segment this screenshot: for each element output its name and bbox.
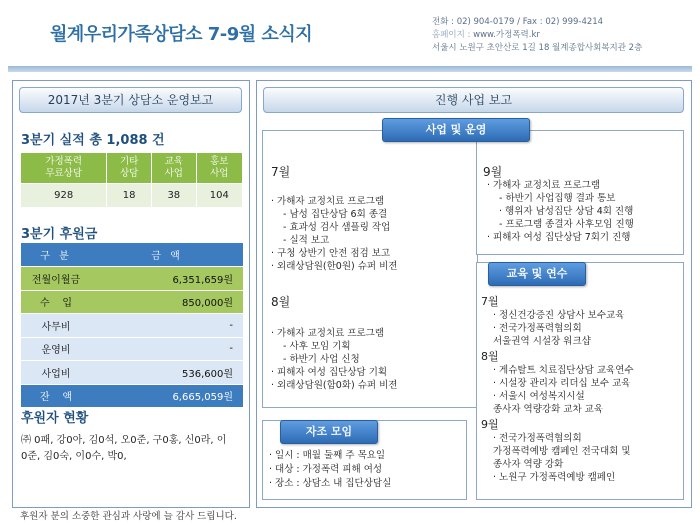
list-item: · 일시 : 매월 둘째 주 목요일 — [269, 450, 386, 461]
newsletter-title: 월계우리가족상담소 7-9월 소식지 — [50, 24, 313, 45]
list-item: · 가해자 교정치료 프로그램 — [487, 180, 601, 191]
fund-row-label: 운영비 — [21, 337, 91, 361]
education-list — [481, 364, 634, 416]
list-item: · 전국가정폭력협의회 — [493, 433, 582, 444]
fund-row — [21, 384, 243, 408]
list-item: · 가해자 교정치료 프로그램 — [271, 196, 385, 207]
list-item: · 서울시 여성복지시설 — [493, 391, 585, 402]
list-item: · 시설장 관리자 리더십 보수 교육 — [493, 378, 631, 389]
education-list — [481, 432, 634, 484]
education-box — [476, 262, 684, 500]
fund-row-label: 사무비 — [21, 314, 91, 338]
performance-label-line: 기타 — [119, 155, 139, 167]
list-item: - 남성 집단상담 6회 종결 — [283, 209, 388, 220]
list-item: · 노원구 가정폭력예방 캠페인 — [493, 472, 616, 483]
performance-value: 38 — [151, 183, 196, 207]
performance-label-line: 홍보 — [210, 155, 229, 167]
list-item: · 피해자 여성 집단상담 7회기 진행 — [487, 232, 631, 243]
fund-row — [21, 290, 243, 314]
business-pill: 사업 및 운영 — [382, 118, 530, 142]
july-list — [271, 195, 397, 273]
fund-row-amount: - — [91, 337, 243, 361]
list-item: - 하반기 사업 신청 — [283, 354, 360, 365]
list-item: · 장소 : 상담소 내 집단상담실 — [269, 478, 392, 489]
performance-label-line: 교육 — [164, 155, 183, 167]
list-item: - 효과성 검사 샘플링 작업 — [283, 222, 391, 233]
july-month: 7월 — [271, 165, 291, 179]
list-item: · 외래상담원(한0원) 슈퍼 비젼 — [271, 261, 398, 272]
education-month: 9월 — [481, 418, 499, 431]
activity-report-heading: 진행 사업 보고 — [263, 87, 684, 113]
phone-number: 전화 : 02) 904-0179 — [432, 17, 515, 27]
fund-row — [21, 337, 243, 361]
fund-row-amount: 6,351,659원 — [91, 267, 243, 291]
performance-label — [151, 153, 196, 183]
donor-title: 후원자 현황 — [21, 411, 89, 426]
performance-label-line: 상담 — [119, 167, 139, 179]
performance-title: 3분기 실적 총 1,088 건 — [21, 133, 165, 148]
performance-label — [21, 153, 107, 183]
list-item: · 정신건강증진 상담사 보수교육 — [493, 310, 625, 321]
education-list — [481, 309, 634, 348]
education-content — [481, 293, 634, 484]
fund-row-amount: - — [91, 314, 243, 338]
contact-info — [432, 16, 642, 55]
list-item: · 피해자 여성 집단상담 기획 — [271, 367, 388, 378]
fund-row-amount: 536,600원 — [91, 361, 243, 385]
education-pill: 교육 및 연수 — [488, 262, 586, 286]
education-month: 7월 — [481, 295, 499, 308]
list-item: - 실적 보고 — [283, 235, 330, 246]
self-help-pill: 자조 모임 — [280, 420, 378, 444]
performance-value: 18 — [107, 183, 152, 207]
list-item: · 구청 상반기 안전 점검 보고 — [271, 248, 391, 259]
fund-table-header — [21, 243, 243, 267]
fund-row-label: 수 입 — [21, 290, 91, 314]
list-item: 가정폭력예방 캠페인 전국대회 및 — [493, 446, 631, 457]
operation-report-panel — [12, 80, 250, 508]
fund-row-label: 잔 액 — [21, 384, 91, 408]
fund-title: 3분기 후원금 — [21, 227, 98, 242]
performance-label-line: 사업 — [164, 167, 183, 179]
list-item: 종사자 역량 강화 — [493, 459, 564, 470]
list-item: - 프로그램 종결자 사후모임 진행 — [499, 219, 634, 230]
performance-label-line: 무료상담 — [45, 167, 83, 179]
list-item: · 전국가정폭력협의회 — [493, 323, 582, 334]
fund-header-amount: 금 액 — [91, 243, 243, 267]
fund-row-amount: 6,665,059원 — [91, 384, 243, 408]
homepage-label: 홈페이지 : — [432, 30, 471, 40]
list-item: · 대상 : 가정폭력 피해 여성 — [269, 464, 383, 475]
performance-label — [107, 153, 152, 183]
performance-label-line: 사업 — [210, 167, 229, 179]
donor-list: ㈜ 0패, 강0아, 김0석, 오0준, 구0홍, 신0라, 이0준, 김0숙, 이0수, 박0, — [21, 435, 227, 462]
fund-header-category: 구 분 — [21, 243, 91, 267]
fund-row-label: 전월이월금 — [21, 267, 91, 291]
self-help-list — [269, 449, 391, 491]
education-month: 8월 — [481, 350, 499, 363]
list-item: - 사후 모임 기획 — [283, 341, 351, 352]
list-item: · 행위자 남성집단 상담 4회 진행 — [499, 206, 634, 217]
august-list — [271, 327, 397, 392]
business-box — [262, 130, 478, 408]
homepage-link[interactable]: www.가정폭력.kr — [473, 30, 540, 40]
thank-you-note: 후원자 분의 소중한 관심과 사랑에 늘 감사 드립니다. — [20, 511, 237, 522]
list-item: - 하반기 사업집행 결과 통보 — [499, 193, 616, 204]
performance-label — [196, 153, 242, 183]
september-list — [487, 179, 634, 244]
august-month: 8월 — [271, 295, 291, 309]
performance-value: 928 — [21, 183, 107, 207]
address: 서울시 노원구 초안산로 1길 18 월계종합사회복지관 2층 — [432, 43, 643, 53]
performance-label-line: 가정폭력 — [45, 155, 83, 167]
fax-number: / Fax : 02) 999-4214 — [517, 17, 604, 27]
performance-table — [21, 153, 243, 207]
fund-row — [21, 267, 243, 291]
header-divider — [8, 66, 692, 72]
list-item: 종사자 역량강화 교차 교육 — [493, 404, 604, 415]
september-box — [476, 130, 684, 255]
newsletter-header — [0, 0, 700, 64]
performance-value: 104 — [196, 183, 242, 207]
fund-row — [21, 314, 243, 338]
fund-row — [21, 361, 243, 385]
list-item: · 외래상담원(함0화) 슈퍼 비젼 — [271, 380, 398, 391]
september-month: 9월 — [483, 165, 503, 179]
list-item: · 게슈탈트 치료집단상담 교육연수 — [493, 365, 634, 376]
operation-report-heading: 2017년 3분기 상담소 운영보고 — [19, 87, 242, 113]
fund-row-amount: 850,000원 — [91, 290, 243, 314]
fund-row-label: 사업비 — [21, 361, 91, 385]
fund-table — [21, 243, 243, 408]
list-item: · 가해자 교정치료 프로그램 — [271, 328, 385, 339]
list-item: 서울권역 시설장 워크샵 — [493, 336, 591, 347]
